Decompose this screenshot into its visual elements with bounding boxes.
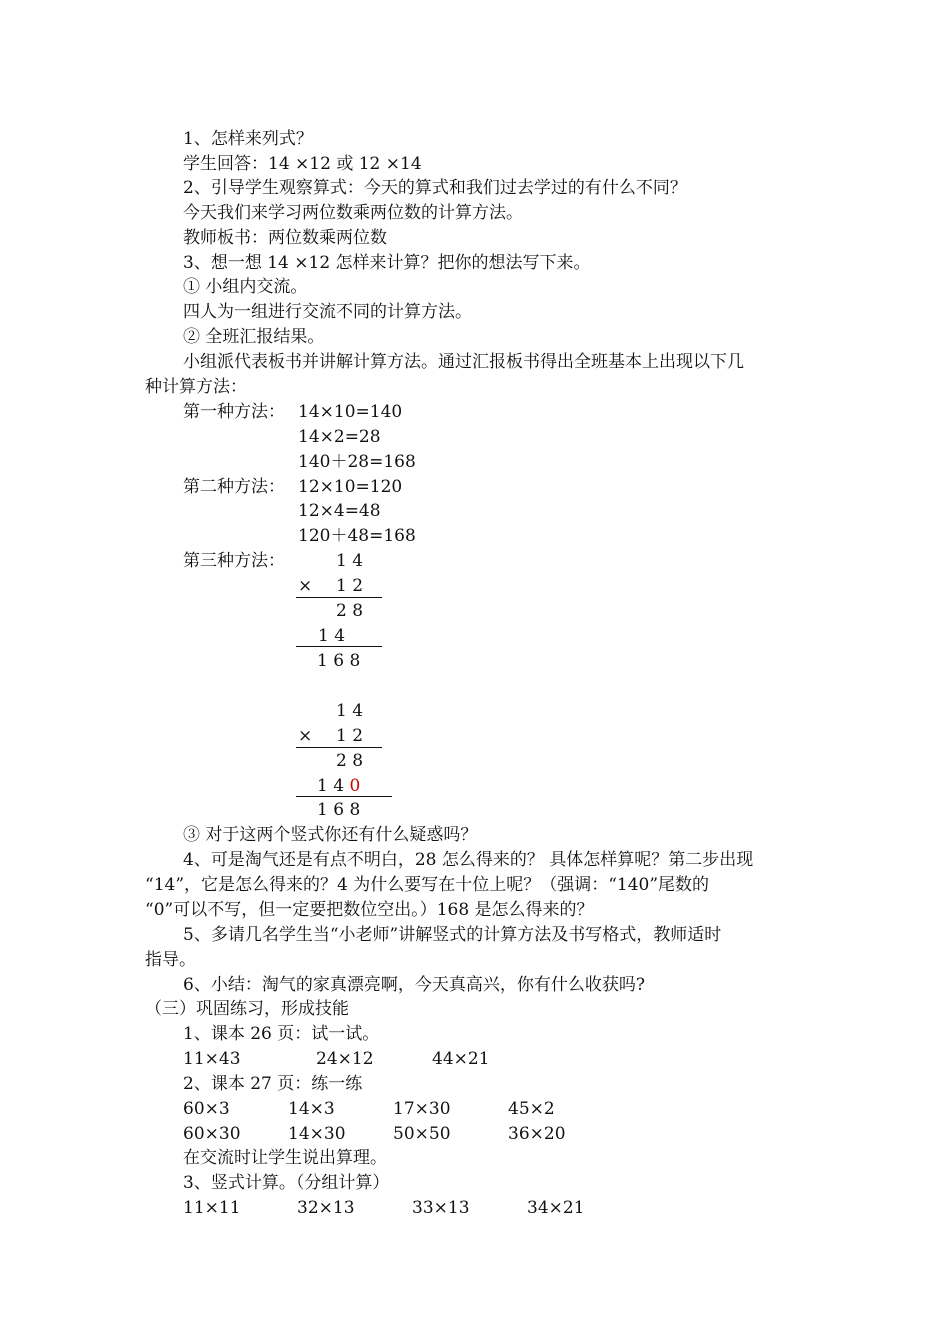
exercise-3-item: 32×13	[297, 1198, 355, 1218]
exercise-2-item: 45×2	[508, 1099, 555, 1119]
student-answer: 学生回答：14 ×12 或 12 ×14	[183, 154, 422, 174]
method-2-label: 第二种方法：	[183, 477, 285, 497]
vertical-2-partial-2-digits: 1 4	[317, 776, 350, 796]
exercise-1-item: 11×43	[183, 1049, 241, 1069]
report-paragraph-line1: 小组派代表板书并讲解计算方法。通过汇报板书得出全班基本上出现以下几	[183, 352, 744, 372]
exercise-1-title: 1、课本 26 页：试一试。	[183, 1024, 380, 1044]
exercise-2-item: 36×20	[508, 1124, 566, 1144]
vertical-1-line-2	[296, 646, 382, 647]
method-3-label: 第三种方法：	[183, 551, 285, 571]
board-title: 教师板书：两位数乘两位数	[183, 228, 387, 248]
vertical-1-partial-2: 1 4	[318, 626, 346, 646]
step-6-summary: 6、小结：淘气的家真漂亮啊，今天真高兴，你有什么收获吗?	[183, 975, 645, 995]
method-2-step-a: 12×10=120	[298, 477, 403, 497]
vertical-1-times-sign: ×	[298, 576, 313, 596]
method-1-step-b: 14×2=28	[298, 427, 381, 447]
vertical-2-line-1	[296, 747, 382, 748]
vertical-2-line-2	[296, 796, 392, 797]
exercise-3-item: 33×13	[412, 1198, 470, 1218]
group-discussion: ① 小组内交流。	[183, 277, 308, 297]
step-4-line3: “0”可以不写，但一定要把数位空出。）168 是怎么得来的？	[145, 900, 594, 920]
exercise-1-item: 44×21	[432, 1049, 490, 1069]
today-topic: 今天我们来学习两位数乘两位数的计算方法。	[183, 203, 523, 223]
vertical-2-multiplier: 1 2	[336, 726, 364, 746]
method-1-label: 第一种方法：	[183, 402, 285, 422]
section-3-heading: （三）巩固练习，形成技能	[145, 999, 349, 1019]
exercise-2-item: 14×3	[288, 1099, 335, 1119]
vertical-1-product: 1 6 8	[317, 651, 361, 671]
step-2: 2、引导学生观察算式：今天的算式和我们过去学过的有什么不同？	[183, 178, 687, 198]
question-3: ③ 对于这两个竖式你还有什么疑惑吗？	[183, 825, 478, 845]
vertical-2-times-sign: ×	[298, 726, 313, 746]
exercise-2-item: 14×30	[288, 1124, 346, 1144]
exercise-2-item: 60×30	[183, 1124, 241, 1144]
report-paragraph-line2: 种计算方法：	[145, 377, 247, 397]
vertical-2-multiplicand: 1 4	[336, 701, 364, 721]
method-2-step-c: 120＋48=168	[298, 526, 416, 546]
exercise-3-item: 34×21	[527, 1198, 585, 1218]
step-1: 1、怎样来列式？	[183, 129, 313, 149]
class-report: ② 全班汇报结果。	[183, 327, 325, 347]
step-5-line2: 指导。	[145, 950, 196, 970]
vertical-2-placeholder-zero: 0	[349, 776, 361, 796]
vertical-2-partial-1: 2 8	[336, 751, 364, 771]
exercise-1-item: 24×12	[316, 1049, 374, 1069]
vertical-2-product: 1 6 8	[317, 800, 361, 820]
step-3: 3、想一想 14 ×12 怎样来计算？把你的想法写下来。	[183, 253, 591, 273]
exercise-3-title: 3、竖式计算。（分组计算）	[183, 1173, 390, 1193]
vertical-1-multiplier: 1 2	[336, 576, 364, 596]
step-4-line2: “14”，它是怎么得来的？4 为什么要写在十位上呢？（强调：“140”尾数的	[145, 875, 710, 895]
vertical-1-line-1	[296, 597, 382, 598]
step-4-line1: 4、可是淘气还是有点不明白，28 怎么得来的？ 具体怎样算呢？第二步出现	[183, 850, 754, 870]
method-2-step-b: 12×4=48	[298, 501, 381, 521]
step-5-line1: 5、多请几名学生当“小老师”讲解竖式的计算方法及书写格式，教师适时	[183, 925, 722, 945]
exercise-2-item: 50×50	[393, 1124, 451, 1144]
method-1-step-a: 14×10=140	[298, 402, 403, 422]
method-1-step-c: 140＋28=168	[298, 452, 416, 472]
exercise-2-item: 60×3	[183, 1099, 230, 1119]
exercise-2-item: 17×30	[393, 1099, 451, 1119]
group-of-four: 四人为一组进行交流不同的计算方法。	[183, 302, 472, 322]
vertical-1-partial-1: 2 8	[336, 601, 364, 621]
exercise-2-title: 2、课本 27 页：练一练	[183, 1074, 363, 1094]
exercise-2-note: 在交流时让学生说出算理。	[183, 1148, 387, 1168]
vertical-1-multiplicand: 1 4	[336, 551, 364, 571]
exercise-3-item: 11×11	[183, 1198, 241, 1218]
vertical-2-partial-2	[317, 775, 360, 797]
